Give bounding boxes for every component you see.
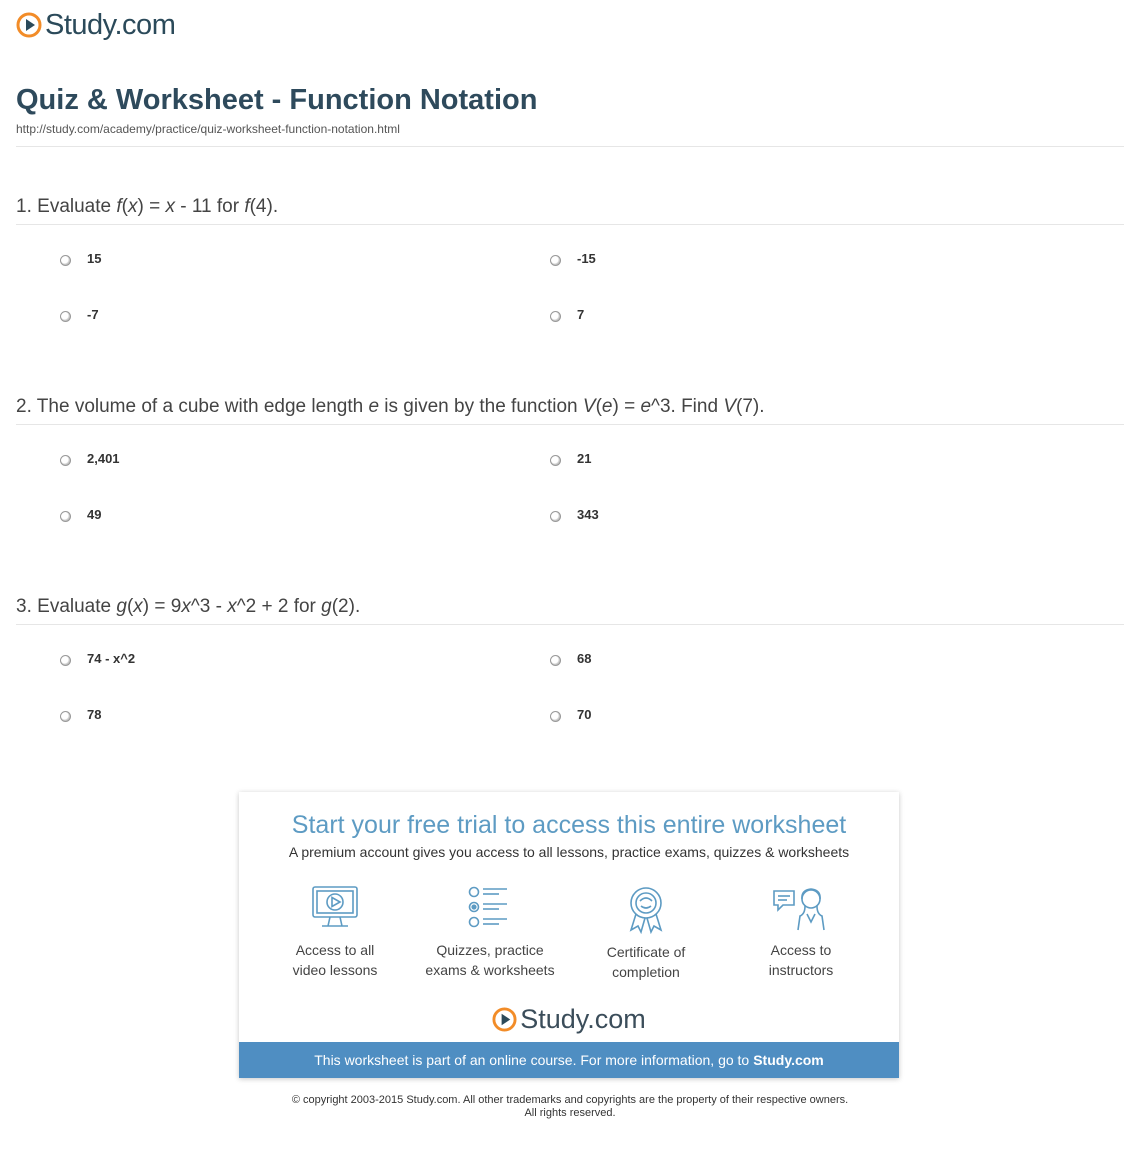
promo-study-logo[interactable] [239,1004,899,1035]
radio-button[interactable] [60,455,71,466]
promo-bar-text: This worksheet is part of an online course. For more information, go to [314,1052,750,1068]
question-2: 2. The volume of a cube with edge length e is given by the function V(e) = e^3. Find V(7). [16,396,765,417]
promo-title[interactable]: Start your free trial to access this entire worksheet [291,811,847,839]
instructor-icon [771,884,831,932]
play-logo-icon [492,1007,517,1032]
feature-video-lessons [255,884,415,980]
q2-option-a[interactable]: 2,401 [60,451,120,466]
logo-text: Study.com [520,1004,646,1034]
free-trial-promo [239,792,899,1078]
feature-certificate [566,884,726,982]
radio-button[interactable] [60,655,71,666]
q1-option-d[interactable]: 7 [550,307,584,322]
radio-button[interactable] [550,455,561,466]
promo-subtitle: A premium account gives you access to all lessons, practice exams, quizzes & worksheets [288,844,850,860]
feature-instructors [721,884,881,980]
checklist-icon [465,884,515,932]
radio-button[interactable] [60,511,71,522]
video-lesson-icon [310,884,360,932]
feature-label: Access to all video lessons [292,942,378,978]
q3-option-b[interactable]: 68 [550,651,591,666]
logo-text: Study.com [45,8,176,41]
radio-button[interactable] [60,311,71,322]
radio-button[interactable] [60,711,71,722]
question-1: 1. Evaluate f(x) = x - 11 for f(4). [16,196,279,217]
play-logo-icon [16,12,42,38]
q1-option-b[interactable]: -15 [550,251,596,266]
q1-option-a[interactable]: 15 [60,251,101,266]
q2-option-b[interactable]: 21 [550,451,591,466]
certificate-icon [621,884,671,934]
divider [16,624,1124,625]
q3-option-a[interactable]: 74 - x^2 [60,651,135,666]
divider [16,224,1124,225]
q2-option-d[interactable]: 343 [550,507,599,522]
divider [16,146,1124,147]
radio-button[interactable] [550,655,561,666]
radio-button[interactable] [60,255,71,266]
q2-option-c[interactable]: 49 [60,507,101,522]
page-url: http://study.com/academy/practice/quiz-worksheet-function-notation.html [16,122,400,136]
feature-label: Certificate of completion [606,944,686,980]
q1-option-c[interactable]: -7 [60,307,99,322]
feature-label: Access to instructors [768,942,834,978]
radio-button[interactable] [550,511,561,522]
feature-quizzes [410,884,570,980]
q3-option-d[interactable]: 70 [550,707,591,722]
divider [16,424,1124,425]
radio-button[interactable] [550,255,561,266]
question-3: 3. Evaluate g(x) = 9x^3 - x^2 + 2 for g(2). [16,596,361,617]
page-title: Quiz & Worksheet - Function Notation [16,84,538,116]
copyright: © copyright 2003-2015 Study.com. All other trademarks and copyrights are the property of their respective owners. All rights reserved. [291,1094,849,1119]
promo-info-bar [239,1042,899,1078]
study-logo[interactable] [16,10,175,40]
radio-button[interactable] [550,311,561,322]
radio-button[interactable] [550,711,561,722]
feature-label: Quizzes, practice exams & worksheets [425,942,555,978]
q3-option-c[interactable]: 78 [60,707,101,722]
study-link[interactable]: Study.com [753,1052,824,1068]
